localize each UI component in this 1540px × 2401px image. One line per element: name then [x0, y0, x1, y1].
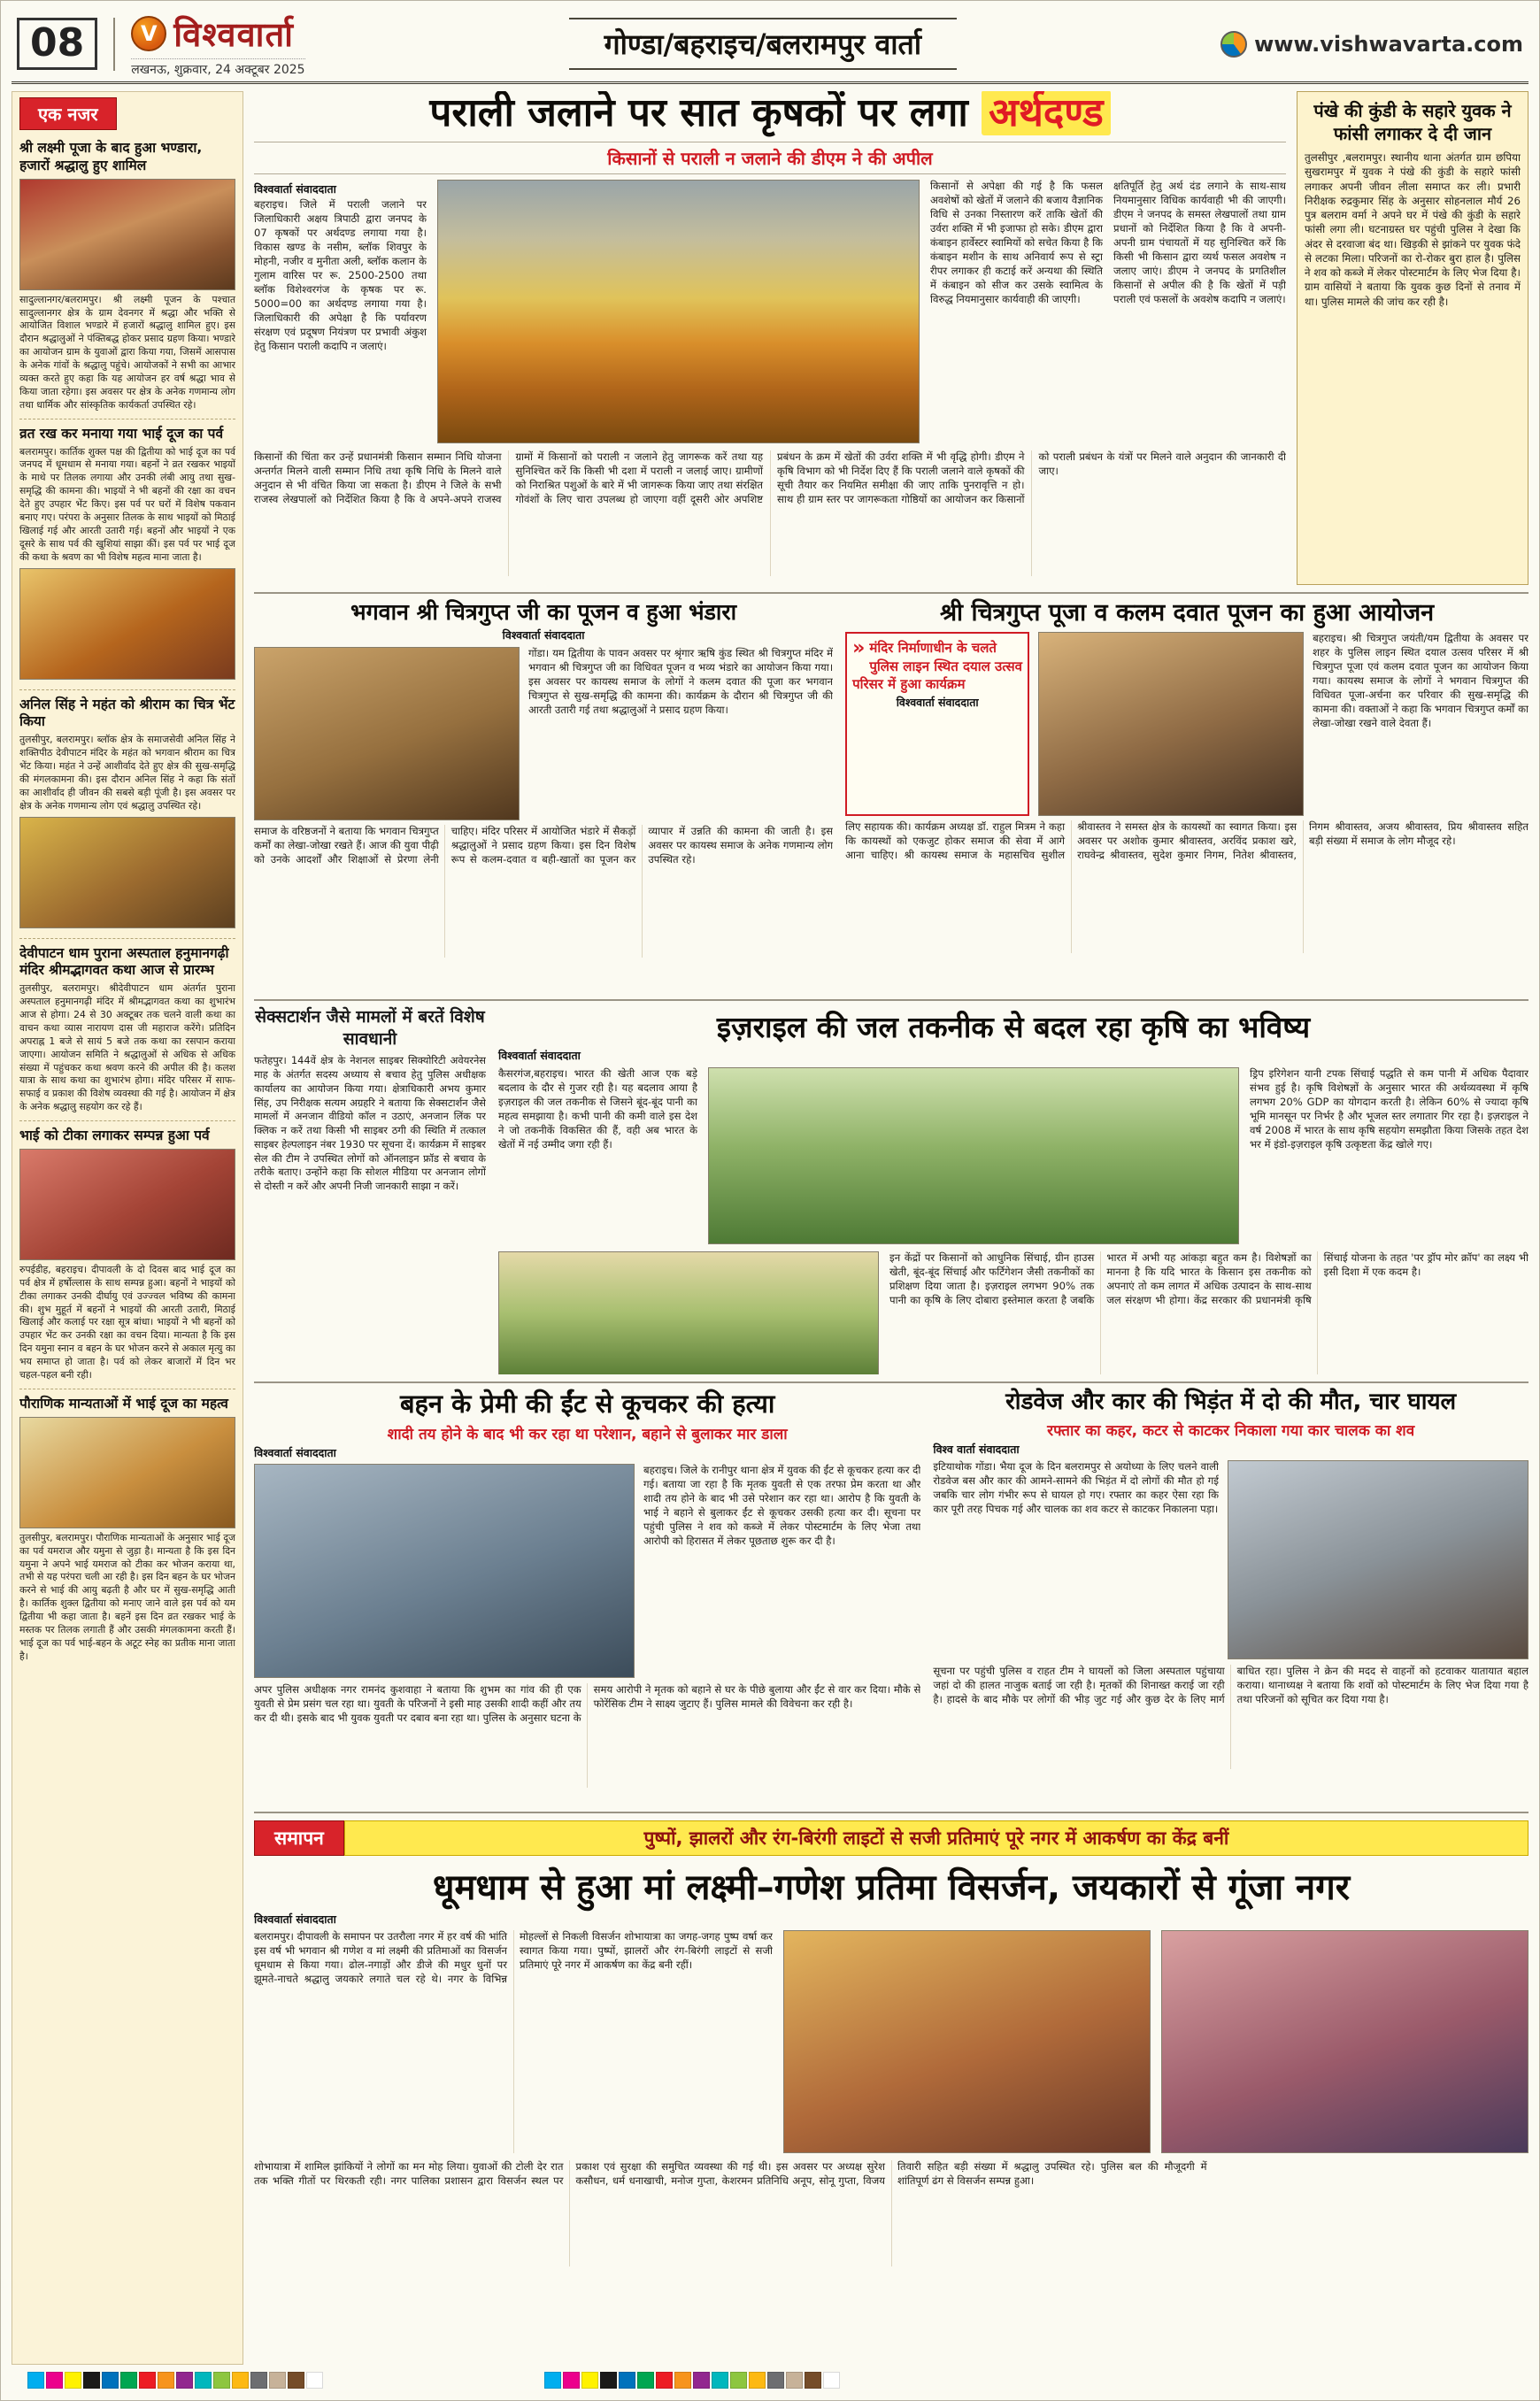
israel-water-tech-story — [498, 1006, 1528, 1374]
brief-headline: श्री लक्ष्मी पूजा के बाद हुआ भण्डारा, हजारों श्रद्धालु हुए शामिल — [19, 140, 203, 173]
story-headline: इज़राइल की जल तकनीक से बदल रहा कृषि का भविष्य — [716, 1010, 1311, 1044]
briefs-section-header: एक नजर — [19, 97, 117, 130]
lead-column-1 — [254, 180, 427, 443]
section-title: गोण्डा/बहराइच/बलरामपुर वार्ता — [569, 18, 957, 70]
story-headline: सेक्सटार्शन जैसे मामलों में बरतें विशेष सावधानी — [255, 1007, 485, 1049]
stubble-burning-photo — [437, 180, 920, 443]
website-url: www.vishwavarta.com — [1254, 31, 1523, 57]
brief-story — [19, 134, 235, 419]
briefs-column — [12, 91, 243, 2365]
suicide-body: तुलसीपुर ,बलरामपुर। स्थानीय थाना अंतर्गत ग्राम छपिया सुखरामपुर में युवक ने पंखे की कुंडी के सहारे फांसी लगाकर अपनी जीवन लीला समाप्त कर ली। प्रभारी निरीक्षक रुद्रकुमार सिंह के अनुसार सोहनलाल मौर्य 26 पुत्र बलराम वर्मा ने अपने घर में पंखे की कुंडी के सहारे फांसी लगा ली। घटनाग्रस्त घर पहुंची पुलिस ने देखा कि अंदर से दरवाजा बंद था। खिड़की से झांकने पर युवक फंदे से लटका मिला। परिजनों का रो-रोकर बुरा हाल है। पुलिस ने शव को कब्जे में लेकर पोस्टमार्टम के लिए भेज दिया है। ग्राम वासियों ने बताया कि युवक कुछ दिनों से तनाव में था। पुलिस मामले की जांच कर रही है। — [1305, 151, 1521, 308]
chitragupt-bahraich-story — [845, 599, 1528, 992]
story-body: बहराइच। जिले के रानीपुर थाना क्षेत्र में युवक की ईंट से कूचकर हत्या कर दी गई। बताया जा रहा है कि मृतक युवती से एक तरफा प्रेम करता था और शादी तय होने के बाद भी उसे परेशान कर रहा था। आरोप है कि युवती के भाई ने बहाने से बुलाकर ईंट से कूचकर उसकी हत्या कर दी। सूचना पर पहुंची पुलिस ने शव को कब्जे में लेकर पोस्टमार्टम के लिए भेजा तथा आरोपी को हिरासत में लेकर पूछताछ शुरू कर दी है। — [643, 1463, 921, 1547]
lead-subhead: किसानों से पराली न जलाने की डीएम ने की अपील — [254, 142, 1286, 174]
brief-headline: व्रत रख कर मनाया गया भाई दूज का पर्व — [19, 425, 224, 442]
farm-field-photo — [708, 1067, 1239, 1244]
inset-headline: मंदिर निर्माणाधीन के चलते पुलिस लाइन स्थित दयाल उत्सव परिसर में हुआ कार्यक्रम — [852, 640, 1022, 692]
masthead-logo-letter: V — [140, 20, 158, 46]
byline: विश्व वार्ता संवाददाता — [933, 1443, 1020, 1457]
chitragupt-section — [254, 592, 1528, 992]
kicker-text: पुष्पों, झालरों और रंग-बिरंगी लाइटों से सजी प्रतिमाएं पूरे नगर में आकर्षण का केंद्र बनीं — [344, 1820, 1528, 1856]
page-header — [12, 8, 1528, 84]
lead-story — [254, 91, 1286, 585]
byline: विश्ववार्ता संवाददाता — [502, 628, 585, 642]
story-body: ड्रिप इरिगेशन यानी टपक सिंचाई पद्धति से कम पानी में अधिक पैदावार संभव हुई है। कृषि विशेषज्ञों के अनुसार भारत की अर्थव्यवस्था में कृषि लगभग 20% GDP का योगदान करती है। लेकिन 60% से ज्यादा कृषि भूमि मानसून पर निर्भर है और भूजल स्तर लगातार गिर रहा है। इज़राइल ने वर्ष 2008 में भारत के साथ कृषि सहयोग समझौता किया जिसके तहत देश भर में इंडो-इज़राइल कृषि उत्कृष्टता केंद्र खोले गए। — [1250, 1067, 1528, 1150]
color-calibration-bar — [544, 2372, 840, 2389]
byline: विश्ववार्ता संवाददाता — [896, 696, 979, 710]
story-body: इन केंद्रों पर किसानों को आधुनिक सिंचाई, ग्रीन हाउस खेती, बूंद-बूंद सिंचाई और फर्टिगेशन जैसी तकनीकों का प्रशिक्षण दिया जाता है। इज़राइल लगभग 90% तक पानी का कृषि के लिए दोबारा इस्तेमाल करता है जबकि भारत में अभी यह आंकड़ा बहुत कम है। विशेषज्ञों का मानना है कि यदि भारत के किसान इस तकनीक को अपनाएं तो कम लागत में अधिक उत्पादन के साथ-साथ जल संरक्षण भी होगा। केंद्र सरकार की प्रधानमंत्री कृषि सिंचाई योजना के तहत 'पर ड्रॉप मोर क्रॉप' का लक्ष्य भी इसी दिशा में एक कदम है। — [889, 1251, 1528, 1306]
page-number: 08 — [17, 18, 97, 70]
procession-photo-2 — [1161, 1930, 1528, 2153]
visarjan-story — [254, 1812, 1528, 2365]
lead-headline — [254, 91, 1286, 135]
lead-body: क्षतिपूर्ति हेतु अर्थ दंड लगाने के साथ-साथ नियमानुसार विधिक कार्यवाही भी की जाएगी। डीएम ने जनपद के समस्त लेखपालों तथा ग्राम प्रधानों को निर्देशित किया है कि वे अपनी-अपनी ग्राम पंचायतों में यह सुनिश्चित करें कि किसी भी किसान द्वारा व्यर्थ फसल अवशेष न जलाए जाएं। डीएम ने जनपद के प्रगतिशील किसानों से अपील की है कि खेतों में पड़ी पराली एवं फसलों के अवशेष कदापि न जलाएं। — [1113, 180, 1286, 306]
story-body: बलरामपुर। दीपावली के समापन पर उतरौला नगर में हर वर्ष की भांति इस वर्ष भी भगवान श्री गणेश व मां लक्ष्मी की प्रतिमाओं का विसर्जन धूमधाम से किया गया। ढोल-नगाड़ों और डीजे की मधुर धुनों पर झूमते-नाचते श्रद्धालु जयकारे लगाते चल रहे थे। नगर के विभिन्न मोहल्लों से निकली विसर्जन शोभायात्रा का जगह-जगह पुष्प वर्षा कर स्वागत किया गया। पुष्पों, झालरों और रंग-बिरंगी लाइटों से सजी प्रतिमाएं पूरे नगर में आकर्षण का केंद्र बनी रहीं। — [254, 1930, 773, 1985]
story-headline: श्री चित्रगुप्त पूजा व कलम दवात पूजन का हुआ आयोजन — [939, 599, 1435, 627]
chevron-right-icon: » — [852, 637, 866, 660]
story-headline: भगवान श्री चित्रगुप्त जी का पूजन व हुआ भंडारा — [350, 599, 737, 625]
color-calibration-bar — [27, 2372, 323, 2389]
byline: विश्ववार्ता संवाददाता — [254, 1445, 336, 1459]
lead-body: बहराइच। जिले में पराली जलाने पर जिलाधिकारी अक्षय त्रिपाठी द्वारा जनपद के 07 कृषकों पर अर्थदण्ड लगाया गया है। विकास खण्ड के नसीम, ब्लॉक शिवपुर के मोहनी, नजीर व मुनीता अली, ब्लॉक कलान के गुलाम वारिस पर रू. 2500-2500 तथा ब्लॉक विशेश्वरगंज के कृषक पर रू. 5000=00 का अर्थदण्ड लगाया गया है। जिलाधिकारी की अपेक्षा है कि पर्यावरण संरक्षण एवं प्रदूषण नियंत्रण पर प्रभावी अंकुश हेतु किसान पराली कदापि न जलाएं। — [254, 198, 427, 353]
main-content — [254, 91, 1528, 2365]
lead-headline-main: पराली जलाने पर सात कृषकों पर लगा — [429, 91, 982, 135]
story-body: कैसरगंज,बहराइच। भारत की खेती आज एक बड़े बदलाव के दौर से गुजर रही है। यह बदलाव आया है इज़राइल की जल तकनीक से जिसने बूंद-बूंद पानी का महत्व समझाया है। कभी पानी की कमी वाले इस देश ने जो तकनीकें विकसित की हैं, वही अब भारत के खेतों में नई उम्मीद जगा रही हैं। — [498, 1067, 697, 1150]
brief-photo — [19, 1149, 235, 1260]
crime-section — [254, 1381, 1528, 1805]
brief-body: सादुल्लानगर/बलरामपुर। श्री लक्ष्मी पूजन के पश्चात सादुल्लानगर क्षेत्र के ग्राम देवनगर में श्रद्धा और भक्ति से आयोजित विशाल भण्डारे में हजारों श्रद्धालु शामिल हुए। इस दौरान श्रद्धालुओं ने पंक्तिबद्ध होकर प्रसाद ग्रहण किया। भण्डारे का आयोजन ग्राम के युवाओं द्वारा किया गया, जिसमें आसपास के अनेक गांवों के श्रद्धालु पहुंचे। आयोजकों ने सभी का आभार व्यक्त करते हुए कहा कि यह आयोजन हर वर्ष श्रद्धा भाव से किया जाता रहेगा। इस अवसर पर क्षेत्र के अनेक गणमान्य लोग तथा धार्मिक और सांस्कृतिक कार्यकर्ता उपस्थित रहे। — [19, 293, 235, 411]
lead-headline-accent: अर्थदण्ड — [982, 91, 1111, 135]
story-body: अपर पुलिस अधीक्षक नगर रामनंद कुशवाहा ने बताया कि शुभम का गांव की ही एक युवती से प्रेम प्रसंग चल रहा था। युवती के परिजनों ने इसी माह उसकी शादी कहीं और तय कर दी थी। इसके बाद भी युवक युवती पर दबाव बना रहा था। पुलिस के अनुसार घटना के समय आरोपी ने मृतक को बहाने से घर के पीछे बुलाया और ईंट से वार कर दिया। मौके से फोरेंसिक टीम ने साक्ष्य जुटाए हैं। पुलिस मामले की विवेचना कर रही है। — [254, 1682, 921, 1724]
story-headline: बहन के प्रेमी की ईंट से कूचकर की हत्या — [399, 1389, 775, 1419]
agri-section — [254, 999, 1528, 1374]
story-body: इटियाथोक गोंडा। भैया दूज के दिन बलरामपुर से अयोध्या के लिए चलने वाली रोडवेज बस और कार की आमने-सामने की भिड़ंत में दो लोगों की मौत हो गई जबकि चार लोग गंभीर रूप से घायल हो गए। रफ्तार का कहर ऐसा रहा कि कार पूरी तरह पिचक गई और चालक का शव कटर से काटकर निकालना पड़ा। — [933, 1460, 1219, 1516]
procession-photo-1 — [783, 1930, 1151, 2153]
sextortion-story — [254, 1006, 486, 1374]
story-body: सूचना पर पहुंची पुलिस व राहत टीम ने घायलों को जिला अस्पताल पहुंचाया जहां दो की हालत नाजुक बताई जा रही है। मृतकों की शिनाख्त कराई जा रही है। हादसे के बाद मौके पर लोगों की भीड़ जुट गई और कुछ देर के लिए मार्ग बाधित रहा। पुलिस ने क्रेन की मदद से वाहनों को हटवाकर यातायात बहाल कराया। थानाध्यक्ष ने बताया कि शवों को पोस्टमार्टम के लिए भेज दिया गया है तथा परिजनों को सूचित कर दिया गया है। — [933, 1665, 1528, 1706]
story-body: गोंडा। यम द्वितीया के पावन अवसर पर श्रृंगार ऋषि कुंड स्थित श्री चित्रगुप्त मंदिर में भगवान श्री चित्रगुप्त जी का विधिवत पूजन व भव्य भंडारे का आयोजन किया गया। इस अवसर पर कायस्थ समाज के लोगों ने कलम दवात की पूजा कर भगवान चित्रगुप्त से सुख-समृद्धि की कामना की। कार्यक्रम के दौरान श्री चित्रगुप्त जी की आरती उतारी गई तथा श्रद्धालुओं ने प्रसाद ग्रहण किया। — [528, 647, 834, 716]
irrigation-field-photo — [498, 1251, 879, 1374]
inset-box — [845, 632, 1029, 816]
brief-body: तुलसीपुर, बलरामपुर। ब्लॉक क्षेत्र के समाजसेवी अनिल सिंह ने शक्तिपीठ देवीपाटन मंदिर के महंत को भगवान श्रीराम का चित्र भेंट किया। महंत ने उन्हें आशीर्वाद देते हुए क्षेत्र की सुख-समृद्धि की मंगलकामना की। इस दौरान अनिल सिंह ने कहा कि संतों का आशीर्वाद ही जीवन की सबसे बड़ी पूंजी है। इस अवसर पर क्षेत्र के अनेक गणमान्य लोग एवं श्रद्धालु उपस्थित रहे। — [19, 734, 235, 812]
brief-body: बलरामपुर। कार्तिक शुक्ल पक्ष की द्वितीया को भाई दूज का पर्व जनपद में धूमधाम से मनाया गया। बहनों ने व्रत रखकर भाइयों के माथे पर तिलक लगाया और उनकी लंबी आयु तथा सुख-समृद्धि की कामना की। भाइयों ने भी बहनों की रक्षा का वचन देते हुए उपहार भेंट किए। इस पर्व पर घरों में विशेष पकवान बनाए गए। परंपरा के अनुसार तिलक के साथ भाइयों को मिठाई खिलाई गई और आरती उतारी गई। बहनों और भाइयों ने एक दूसरे के साथ पर्व की खुशियां साझा कीं। इस पर्व पर भाई दूज की कथा के श्रवण का भी विशेष महत्व माना जाता है। — [19, 445, 235, 563]
brief-story — [19, 939, 235, 1122]
lead-body-bottom: किसानों की चिंता कर उन्हें प्रधानमंत्री किसान सम्मान निधि योजना अन्तर्गत मिलने वाली सम्मान निधि तथा कृषि निधि के मिलने वाले अनुदान से भी वंचित किया जा सकता है। डीएम ने जिले के सभी राजस्व लेखपालों को निर्देशित किया है कि वे अपने-अपने राजस्व ग्रामों में किसानों को पराली न जलाने हेतु जागरूक करें तथा यह सुनिश्चित करें कि किसी भी दशा में पराली न जलाई जाए। ग्रामीणों को निराश्रित पशुओं के बारे में भी जागरूक किया जाए तथा संरक्षित गोवंशों के लिए चारा उपलब्ध हो जाएगा वहीं दूसरी ओर अपशिष्ट प्रबंधन के क्रम में खेतों की उर्वरा शक्ति में भी वृद्धि होगी। डीएम ने कृषि विभाग को भी निर्देश दिए हैं कि पराली जलाने वाले कृषकों की सूची तैयार कर नियमित समीक्षा की जाए ताकि पुनरावृत्ति न हो। साथ ही ग्राम स्तर पर जागरूकता गोष्ठियों का आयोजन कर किसानों को पराली प्रबंधन के यंत्रों पर मिलने वाले अनुदान की जानकारी दी जाए। — [254, 450, 1286, 506]
divider — [113, 18, 115, 71]
story-body: फतेहपुर। 144वें क्षेत्र के नेशनल साइबर सिक्योरिटी अवेयरनेस माह के अंतर्गत सदस्य अध्याय से बचाव हेतु पुलिस अधीक्षक कार्यालय का आयोजन किया गया। क्षेत्राधिकारी अभय कुमार सिंह, उप निरीक्षक सत्यम अग्रहरि ने बताया कि सेक्सटार्शन जैसे मामलों में अनजान वीडियो कॉल न उठाएं, अनजान लिंक पर क्लिक न करें तथा किसी भी साइबर ठगी की स्थिति में तत्काल साइबर हेल्पलाइन नंबर 1930 पर सूचना दें। कार्यक्रम में साइबर सेल की टीम ने उपस्थित लोगों को ऑनलाइन फ्रॉड से बचाव के तरीके बताए। उन्होंने कहा कि सोशल मीडिया पर अनजान लोगों से दोस्ती न करें और अपनी निजी जानकारी साझा न करें। — [254, 1054, 486, 1192]
brief-body: तुलसीपुर, बलरामपुर। श्रीदेवीपाटन धाम अंतर्गत पुराना अस्पताल हनुमानगढ़ी मंदिर में श्रीमद्भागवत कथा का शुभारंभ आज से होगा। 24 से 30 अक्टूबर तक चलने वाली कथा का वाचन कथा व्यास नारायण दास जी महाराज करेंगे। प्रतिदिन अपराह्न 1 बजे से सायं 5 बजे तक कथा का रसपान कराया जाएगा। आयोजन समिति ने श्रद्धालुओं से अधिक से अधिक संख्या में पहुंचकर कथा श्रवण करने की अपील की है। कलश यात्रा के साथ कथा का शुभारंभ होगा। मंदिर परिसर में साफ-सफाई व प्रकाश की विशेष व्यवस्था की गई है। आयोजन में क्षेत्र के अनेक श्रद्धालु सहयोग कर रहे हैं। — [19, 982, 235, 1113]
crash-site-photo — [1228, 1460, 1528, 1659]
globe-icon — [1220, 31, 1247, 58]
road-accident-story — [933, 1389, 1528, 1805]
kicker-label: समापन — [254, 1820, 344, 1856]
story-headline: धूमधाम से हुआ मां लक्ष्मी–गणेश प्रतिमा विसर्जन, जयकारों से गूंजा नगर — [432, 1867, 1351, 1908]
brief-headline: देवीपाटन धाम पुराना अस्पताल हनुमानगढ़ी मंदिर श्रीमद्भागवत कथा आज से प्रारम्भ — [19, 944, 229, 979]
masthead-logo-icon — [131, 16, 166, 51]
masthead-title: विश्ववार्ता — [173, 14, 294, 54]
story-body: बहराइच। श्री चित्रगुप्त जयंती/यम द्वितीया के अवसर पर शहर के पुलिस लाइन स्थित दयाल उत्सव परिसर में श्री चित्रगुप्त पूजा एवं कलम दवात पूजन का आयोजन किया गया। कायस्थ समाज के लोगों ने भगवान चित्रगुप्त की विधिवत पूजा-अर्चना कर परिवार की सुख-समृद्धि की कामना की। वक्ताओं ने कहा कि भगवान चित्रगुप्त कर्मों का लेखा-जोखा रखने वाले देवता हैं। — [1313, 632, 1528, 730]
lead-section — [254, 91, 1528, 585]
brief-story — [19, 690, 235, 939]
brief-photo — [19, 1417, 235, 1528]
story-body: लिए सहायक की। कार्यक्रम अध्यक्ष डॉ. राहुल मित्रम ने कहा कि कायस्थों को एकजुट होकर समाज की सेवा में आगे आना चाहिए। श्री कायस्थ समाज के महासचिव सुशील श्रीवास्तव ने समस्त क्षेत्र के कायस्थों का स्वागत किया। इस अवसर पर अशोक कुमार श्रीवास्तव, अरविंद प्रकाश खरे, राघवेन्द्र श्रीवास्तव, सुदेश कुमार निगम, नितेश श्रीवास्तव, निगम श्रीवास्तव, अजय श्रीवास्तव, प्रिय श्रीवास्तव सहित बड़ी संख्या में समाज के लोग मौजूद रहे। — [845, 820, 1528, 862]
byline: विश्ववार्ता संवाददाता — [254, 1912, 336, 1926]
brief-photo — [19, 179, 235, 290]
print-calibration-footer — [12, 2365, 1528, 2395]
story-body: समाज के वरिष्ठजनों ने बताया कि भगवान चित्रगुप्त कर्मों का लेखा-जोखा रखते हैं। आज की युवा पीढ़ी को उनके आदर्शों और शिक्षाओं से प्रेरणा लेनी चाहिए। मंदिर परिसर में आयोजित भंडारे में सैकड़ों श्रद्धालुओं ने प्रसाद ग्रहण किया। इस दिन विशेष रूप से कलम-दवात व बही-खातों का पूजन कर व्यापार में उन्नति की कामना की जाती है। इस अवसर पर कायस्थ समाज के अनेक गणमान्य लोग उपस्थित रहे। — [254, 825, 834, 866]
kalam-dawat-puja-photo — [1038, 632, 1304, 816]
suicide-story — [1297, 91, 1528, 585]
masthead-brand — [131, 11, 304, 78]
brief-story — [19, 1121, 235, 1389]
murder-story — [254, 1389, 920, 1805]
story-body: शोभायात्रा में शामिल झांकियों ने लोगों का मन मोह लिया। युवाओं की टोली देर रात तक भक्ति गीतों पर थिरकती रही। नगर पालिका प्रशासन द्वारा विसर्जन स्थल पर प्रकाश एवं सुरक्षा की समुचित व्यवस्था की गई थी। इस अवसर पर अध्यक्ष सुरेश कसौधन, धर्म धनाखाची, मनोज गुप्ता, केशरमन प्रतिनिधि अनूप, सोनू गुप्ता, विजय तिवारी सहित बड़ी संख्या में श्रद्धालु उपस्थित रहे। पुलिस बल की मौजूदगी में शांतिपूर्ण ढंग से विसर्जन सम्पन्न हुआ। — [254, 2160, 1207, 2187]
police-with-accused-photo — [254, 1464, 635, 1678]
byline: विश्ववार्ता संवाददाता — [254, 182, 336, 196]
brief-body: तुलसीपुर, बलरामपुर। पौराणिक मान्यताओं के अनुसार भाई दूज का पर्व यमराज और यमुना से जुड़ा है। मान्यता है कि इस दिन यमुना ने अपने भाई यमराज को टीका कर भोजन कराया था, तभी से यह परंपरा चली आ रही है। इस दिन बहन के घर भोजन करने से भाई की आयु बढ़ती है और घर में सुख-समृद्धि आती है। कार्तिक शुक्ल द्वितीया को मनाए जाने वाले इस पर्व को यम द्वितीया भी कहा जाता है। बहनें इस दिन व्रत रखकर भाई के मस्तक पर तिलक लगाती हैं और उसकी मंगलकामना करती हैं। भाई दूज का पर्व भाई-बहन के अटूट स्नेह का प्रतीक माना जाता है। — [19, 1531, 235, 1662]
brief-headline: अनिल सिंह ने महंत को श्रीराम का चित्र भेंट किया — [19, 696, 235, 730]
puja-gathering-photo — [254, 647, 520, 820]
brief-photo — [19, 568, 235, 680]
byline: विश्ववार्ता संवाददाता — [498, 1049, 581, 1062]
kicker-banner — [254, 1820, 1528, 1856]
brief-photo — [19, 817, 235, 928]
website-block — [1220, 31, 1523, 58]
story-headline: रोडवेज और कार की भिड़ंत में दो की मौत, चार घायल — [1005, 1389, 1457, 1415]
brief-story — [19, 1389, 235, 1670]
chitragupt-gonda-story — [254, 599, 833, 992]
story-subhead: रफ्तार का कहर, कटर से काटकर निकाला गया कार चालक का शव — [1047, 1422, 1415, 1441]
brief-body: रुपईडीह, बहराइच। दीपावली के दो दिवस बाद भाई दूज का पर्व क्षेत्र में हर्षोल्लास के साथ सम्पन्न हुआ। बहनों ने भाइयों को टीका लगाकर उनकी दीर्घायु एवं उज्ज्वल भविष्य की कामना की। शुभ मुहूर्त में बहनों ने भाइयों की आरती उतारी, मिठाई खिलाई और कलाई पर रक्षा सूत्र बांधा। भाइयों ने भी बहनों को उपहार भेंट कर उनकी रक्षा का वचन दिया। मान्यता है कि इस दिन यमुना स्नान व बहन के घर भोजन करने से अकाल मृत्यु का भय समाप्त हो जाता है। पर्व को लेकर बाजारों में दिन भर चहल-पहल बनी रही। — [19, 1263, 235, 1381]
brief-story — [19, 419, 235, 690]
story-subhead: शादी तय होने के बाद भी कर रहा था परेशान, बहाने से बुलाकर मार डाला — [387, 1425, 788, 1443]
lead-body: किसानों से अपेक्षा की गई है कि फसल अवशेषों को खेतों में जलाने की बजाय वैज्ञानिक विधि से उनका निस्तारण करें ताकि खेतों की उर्वरा शक्ति में भी इजाफा हो सके। डीएम द्वारा कंबाइन हार्वेस्टर स्वामियों को सचेत किया है कि कंबाइन मशीन के साथ अनिवार्य रूप से स्ट्रा रीपर लगाकर ही कटाई करें अन्यथा की स्थिति में कंबाइन को सीज कर उसके स्वामित्व के विरुद्ध नियमानुसार कार्यवाही की जाएगी। — [930, 180, 1103, 306]
brief-headline: पौराणिक मान्यताओं में भाई दूज का महत्व — [19, 1395, 228, 1412]
brief-headline: भाई को टीका लगाकर सम्पन्न हुआ पर्व — [19, 1127, 210, 1144]
edition-line: लखनऊ, शुक्रवार, 24 अक्टूबर 2025 — [131, 58, 304, 78]
suicide-headline: पंखे की कुंडी के सहारे युवक ने फांसी लगाकर दे दी जान — [1313, 100, 1512, 144]
